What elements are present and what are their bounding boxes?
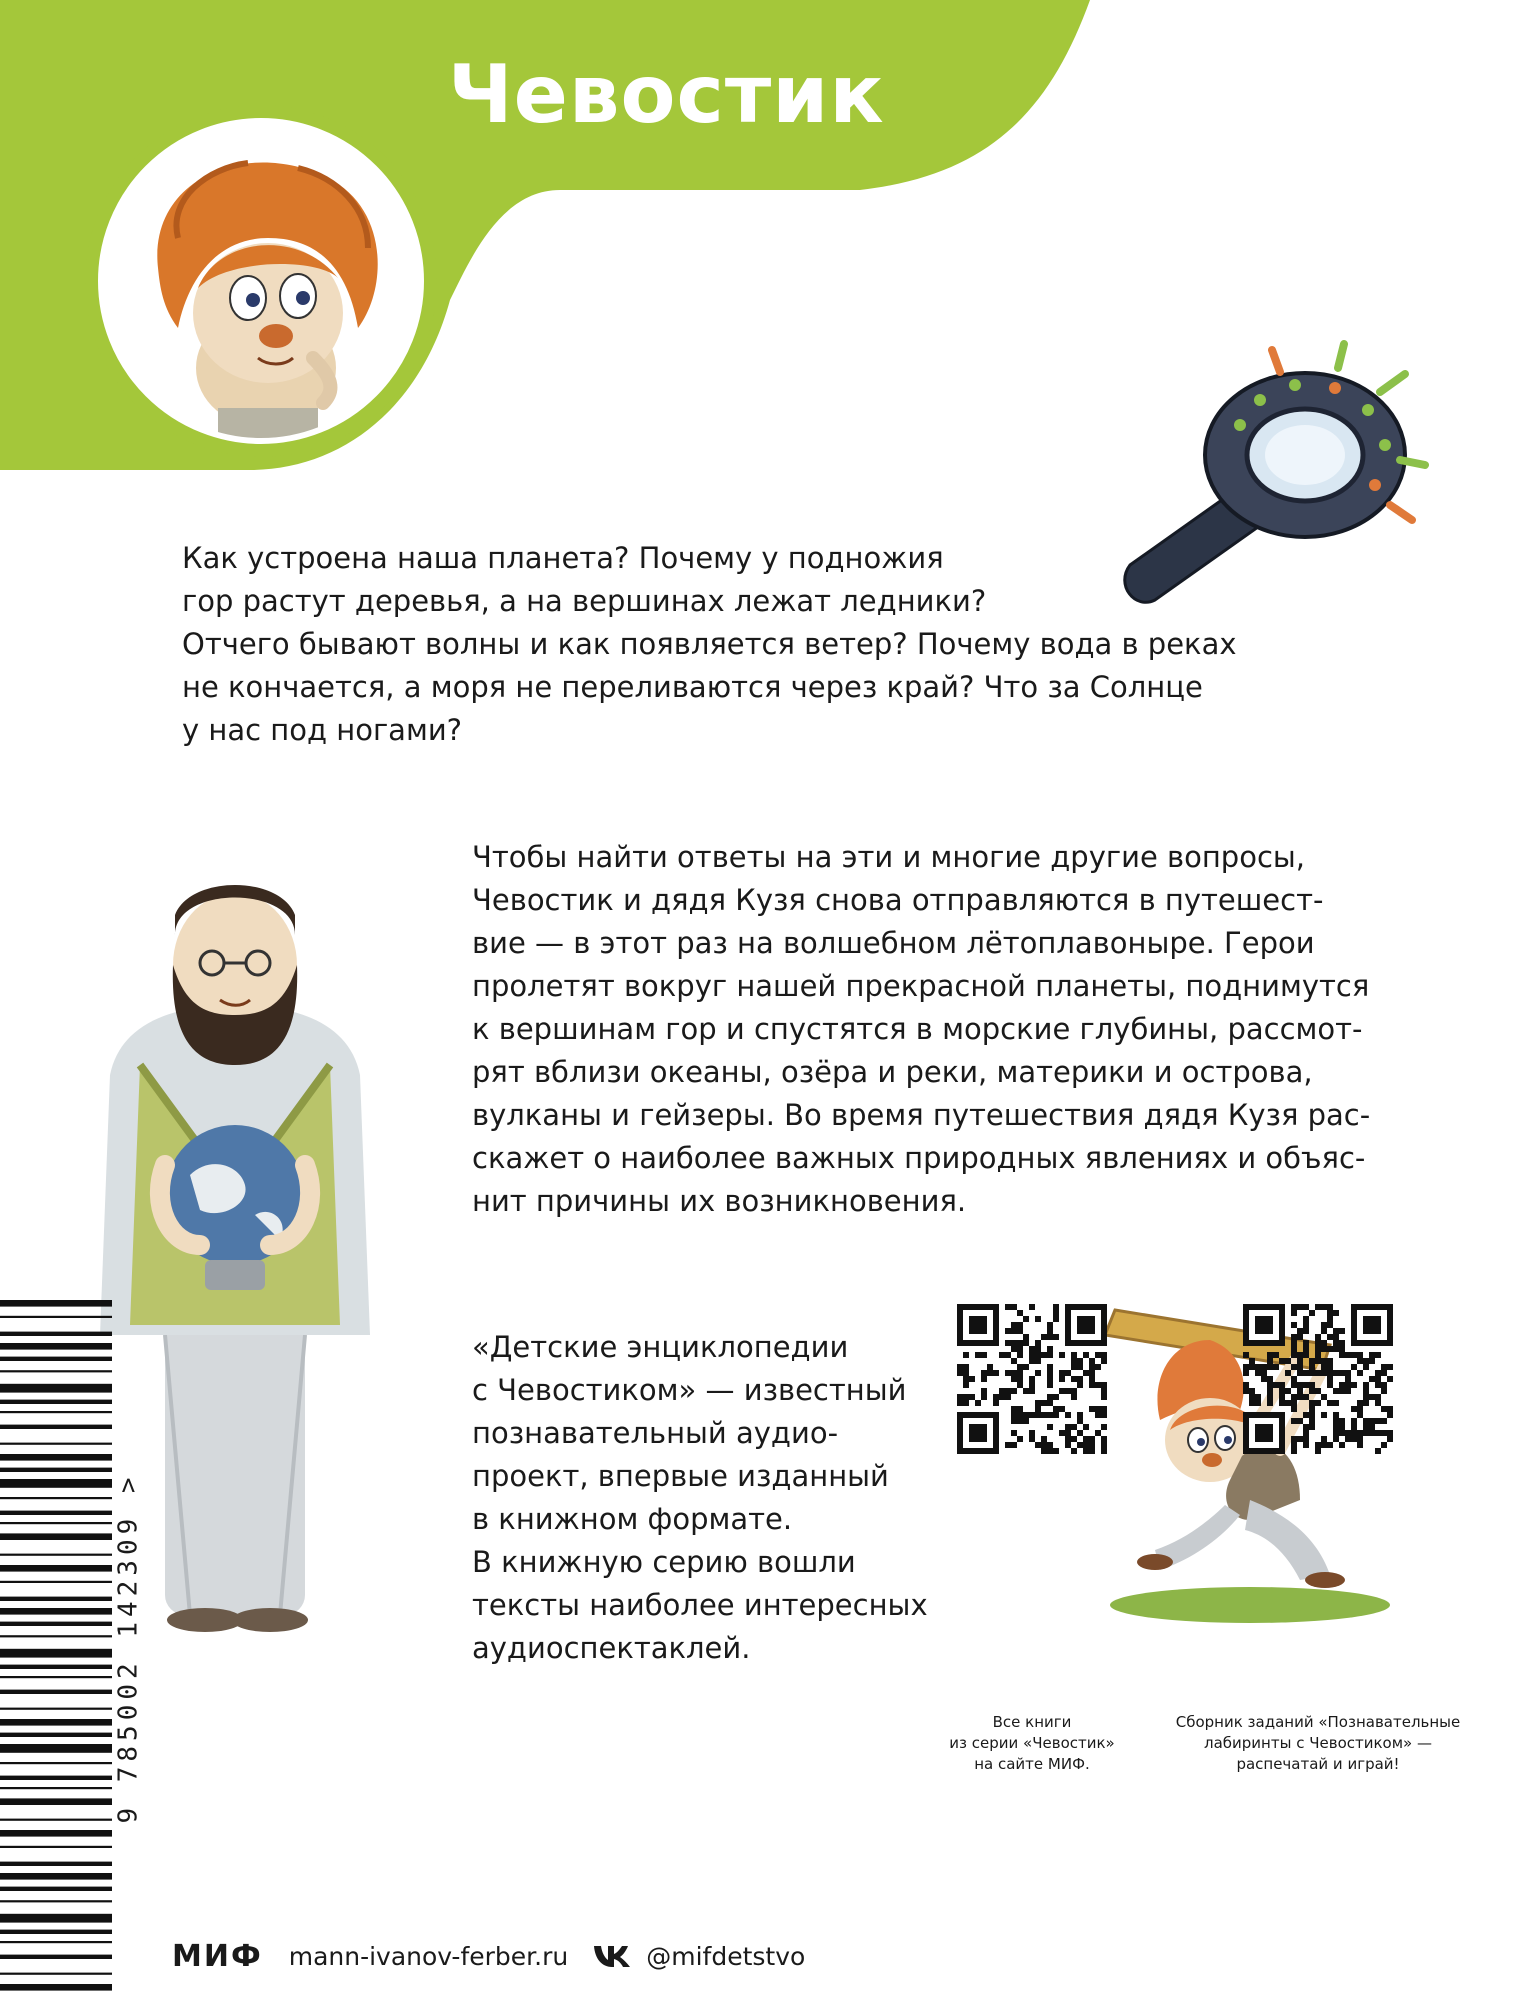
caption-line: лабиринты с Чевостиком» — [1204,1734,1432,1752]
text-line: вие — в этот раз на волшебном лётоплавоныре. Герои [472,926,1315,960]
barcode [0,1296,112,2000]
footer [172,1936,805,1976]
vk-icon[interactable] [592,1943,632,1969]
text-line: аудиоспектаклей. [472,1631,751,1665]
qr-code-books[interactable] [957,1304,1107,1454]
barcode-number: 9 785002 142309 > [114,1472,145,1824]
text-line: Чевостик и дядя Кузя снова отправляются в путешест- [472,883,1324,917]
text-line: рят вблизи океаны, озёра и реки, материки и острова, [472,1055,1313,1089]
caption-line: распечатай и играй! [1236,1755,1400,1773]
text-line: с Чевостиком» — известный [472,1373,907,1407]
caption-line: Сборник заданий «Познавательные [1175,1713,1461,1731]
text-line: пролетят вокруг нашей прекрасной планеты, поднимутся [472,969,1370,1003]
caption-line: Все книги [992,1713,1072,1731]
book-title: Чевостик [448,48,885,141]
website-link[interactable]: mann-ivanov-ferber.ru [288,1941,569,1971]
text-line: познавательный аудио- [472,1416,839,1450]
text-line: не кончается, а моря не переливаются через край? Что за Солнце [182,670,1203,704]
text-line: нит причины их возникновения. [472,1184,967,1218]
qr-caption-books [912,1712,1152,1775]
publisher-logo: МИФ [172,1938,263,1974]
text-line: Отчего бывают волны и как появляется ветер? Почему вода в реках [182,627,1237,661]
text-line: вулканы и гейзеры. Во время путешествия дядя Кузя рас- [472,1098,1371,1132]
text-line: в книжном формате. [472,1502,793,1536]
series-paragraph [472,1326,928,1670]
text-line: у нас под ногами? [182,713,463,747]
text-line: «Детские энциклопедии [472,1330,849,1364]
barcode-digits [112,1296,146,2000]
social-handle[interactable]: @mifdetstvo [646,1941,806,1971]
main-paragraph [472,836,1370,1223]
text-line: скажет о наиболее важных природных явлениях и объяс- [472,1141,1366,1175]
text-line: проект, впервые изданный [472,1459,889,1493]
chevostik-portrait-icon [98,118,424,444]
text-line: тексты наиболее интересных [472,1588,928,1622]
qr-caption-tasks [1158,1712,1478,1775]
intro-paragraph [182,537,1237,752]
qr-code-tasks[interactable] [1243,1304,1393,1454]
text-line: В книжную серию вошли [472,1545,856,1579]
text-line: Как устроена наша планета? Почему у подножия [182,541,944,575]
text-line: Чтобы найти ответы на эти и многие другие вопросы, [472,840,1306,874]
text-line: к вершинам гор и спустятся в морские глубины, рассмот- [472,1012,1363,1046]
text-line: гор растут деревья, а на вершинах лежат ледники? [182,584,987,618]
caption-line: из серии «Чевостик» [949,1734,1115,1752]
caption-line: на сайте МИФ. [974,1755,1090,1773]
